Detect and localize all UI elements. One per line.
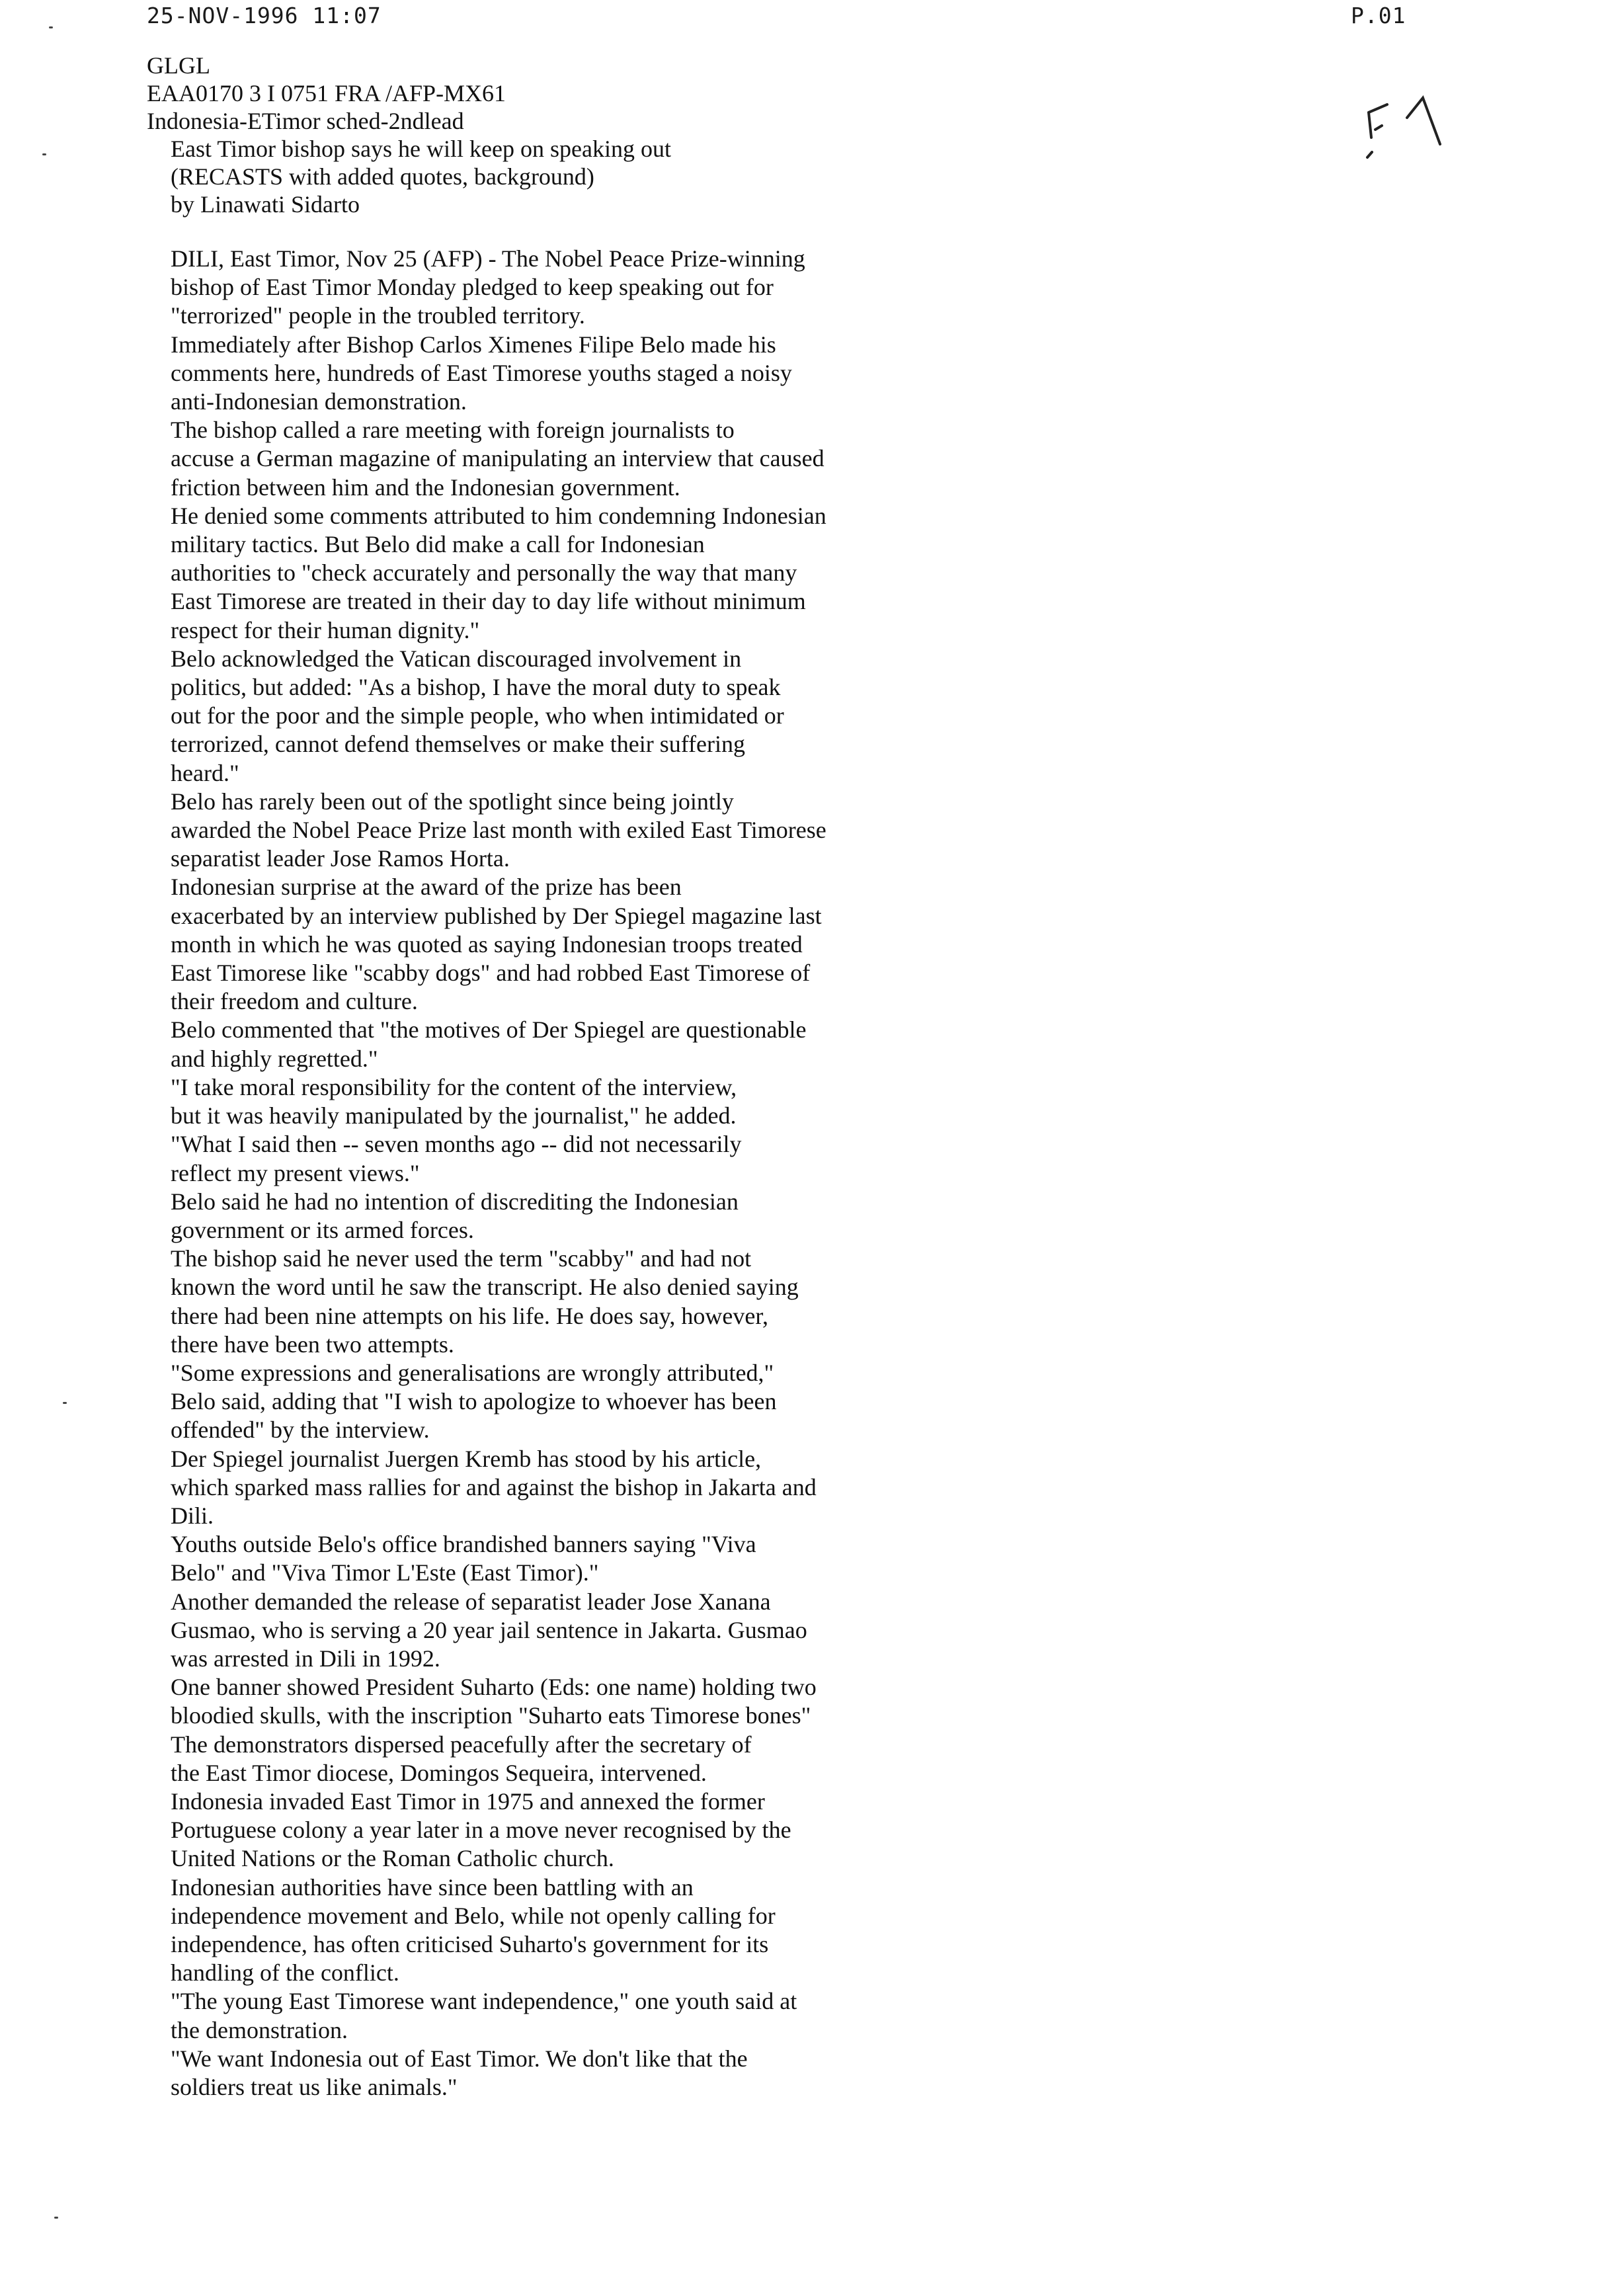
article-line: separatist leader Jose Ramos Horta. (171, 845, 510, 872)
article-line: East Timorese are treated in their day to day life without minimum (171, 588, 806, 615)
article-line: The bishop said he never used the term "scabby" and had not (171, 1245, 752, 1272)
article-line: and highly regretted." (171, 1045, 378, 1072)
article-line: Indonesian surprise at the award of the prize has been (171, 874, 682, 901)
article-line: comments here, hundreds of East Timorese youths staged a noisy (171, 359, 792, 386)
article-line: He denied some comments attributed to him condemning Indonesian (171, 502, 826, 529)
article-paragraph (147, 1731, 993, 1787)
article-line: bishop of East Timor Monday pledged to keep speaking out for (171, 274, 774, 301)
scan-speck (63, 1402, 67, 1404)
article-line: "What I said then -- seven months ago -- did not necessarily (171, 1131, 742, 1158)
article-line: "We want Indonesia out of East Timor. We don't like that the (171, 2045, 748, 2072)
article-line: out for the poor and the simple people, who when intimidated or (171, 702, 784, 729)
article-paragraph (147, 502, 993, 645)
article-paragraph (147, 1016, 993, 1073)
article-line: United Nations or the Roman Catholic church. (171, 1845, 614, 1872)
article-paragraph (147, 1787, 993, 1873)
article-line: independence movement and Belo, while not openly calling for (171, 1902, 776, 1929)
article-line: the East Timor diocese, Domingos Sequeira, intervened. (171, 1759, 707, 1786)
article-paragraph (147, 1359, 993, 1445)
article-paragraph (147, 873, 993, 1016)
article-line: bloodied skulls, with the inscription "Suharto eats Timorese bones" (171, 1702, 811, 1729)
article-line: "terrorized" people in the troubled territory. (171, 302, 585, 329)
article-line: heard." (171, 759, 239, 786)
article-paragraph (147, 416, 993, 502)
article-line: Portuguese colony a year later in a move never recognised by the (171, 1817, 791, 1844)
wire-slug: Indonesia-ETimor sched-2ndlead (147, 108, 464, 134)
article-line: their freedom and culture. (171, 988, 418, 1015)
article-line: there had been nine attempts on his life. He does say, however, (171, 1302, 768, 1329)
article-line: terrorized, cannot defend themselves or make their suffering (171, 731, 745, 758)
article-paragraph (147, 1987, 993, 2044)
article-paragraph (147, 1130, 993, 1187)
article-line: exacerbated by an interview published by Der Spiegel magazine last (171, 902, 822, 929)
article-line: soldiers treat us like animals." (171, 2074, 458, 2100)
article-line: but it was heavily manipulated by the journalist," he added. (171, 1102, 737, 1129)
article-line: Belo" and "Viva Timor L'Este (East Timor)." (171, 1559, 599, 1586)
article-line: Belo commented that "the motives of Der Spiegel are questionable (171, 1016, 807, 1044)
article-line: there have been two attempts. (171, 1331, 454, 1358)
article-paragraph (147, 2045, 993, 2102)
article-paragraph (147, 788, 993, 874)
article-paragraph (147, 1188, 993, 1245)
article-line: "The young East Timorese want independence," one youth said at (171, 1988, 797, 2015)
article-line: reflect my present views." (171, 1159, 420, 1186)
article-line: awarded the Nobel Peace Prize last month with exiled East Timorese (171, 817, 826, 844)
recast-note: (RECASTS with added quotes, background) (171, 163, 594, 190)
article-line: Immediately after Bishop Carlos Ximenes Filipe Belo made his (171, 331, 776, 358)
article-line: Belo acknowledged the Vatican discouraged involvement in (171, 645, 742, 672)
article-paragraph (147, 331, 993, 417)
headline: East Timor bishop says he will keep on speaking out (171, 136, 671, 162)
article-paragraph (147, 1073, 993, 1130)
article-paragraph (147, 1530, 993, 1587)
article-paragraph (147, 245, 993, 331)
article-line: respect for their human dignity." (171, 616, 480, 643)
article-line: friction between him and the Indonesian government. (171, 473, 680, 501)
article-paragraph (147, 1873, 993, 1988)
wire-code: GLGL (147, 52, 210, 79)
article-line: Der Spiegel journalist Juergen Kremb has stood by his article, (171, 1445, 762, 1472)
article-line: anti-Indonesian demonstration. (171, 388, 467, 415)
article-line: The demonstrators dispersed peacefully after the secretary of (171, 1731, 752, 1758)
article-line: accuse a German magazine of manipulating an interview that caused (171, 445, 824, 472)
scan-speck (49, 26, 53, 28)
article-line: Belo said, adding that "I wish to apologize to whoever has been (171, 1388, 777, 1415)
byline: by Linawati Sidarto (171, 191, 360, 218)
article-line: independence, has often criticised Suharto's government for its (171, 1930, 769, 1957)
article-line: known the word until he saw the transcript. He also denied saying (171, 1274, 799, 1301)
article-line: month in which he was quoted as saying Indonesian troops treated (171, 930, 803, 958)
article-paragraph (147, 1445, 993, 1531)
article-line: "I take moral responsibility for the content of the interview, (171, 1073, 737, 1100)
article-line: DILI, East Timor, Nov 25 (AFP) - The Nobel Peace Prize-winning (171, 245, 805, 272)
article-line: which sparked mass rallies for and against the bishop in Jakarta and (171, 1473, 817, 1500)
fax-timestamp: 25-NOV-1996 11:07 (147, 3, 382, 28)
handwritten-mark (1355, 86, 1455, 172)
article-paragraph (147, 645, 993, 788)
article-line: handling of the conflict. (171, 1959, 399, 1987)
article-line: offended" by the interview. (171, 1416, 430, 1444)
article-line: Another demanded the release of separatist leader Jose Xanana (171, 1588, 771, 1615)
article-line: "Some expressions and generalisations are wrongly attributed," (171, 1359, 774, 1386)
article-line: military tactics. But Belo did make a call for Indonesian (171, 531, 705, 558)
article-line: politics, but added: "As a bishop, I have the moral duty to speak (171, 674, 781, 701)
article-line: was arrested in Dili in 1992. (171, 1645, 440, 1672)
wire-slug-code: EAA0170 3 I 0751 FRA /AFP-MX61 (147, 80, 506, 106)
article-line: the demonstration. (171, 2016, 348, 2043)
article-paragraph (147, 1588, 993, 1674)
article-line: One banner showed President Suharto (Eds: one name) holding two (171, 1674, 817, 1701)
fax-page-number: P.01 (1351, 3, 1406, 28)
article-line: Belo has rarely been out of the spotlight since being jointly (171, 788, 734, 815)
article-line: Indonesian authorities have since been battling with an (171, 1873, 694, 1901)
article-line: Gusmao, who is serving a 20 year jail sentence in Jakarta. Gusmao (171, 1616, 807, 1643)
article-body (147, 245, 993, 2102)
wire-header (147, 52, 671, 218)
article-line: authorities to "check accurately and personally the way that many (171, 559, 797, 587)
article-line: Belo said he had no intention of discrediting the Indonesian (171, 1188, 739, 1215)
scan-speck (42, 153, 46, 155)
article-line: Dili. (171, 1502, 214, 1529)
article-line: The bishop called a rare meeting with foreign journalists to (171, 417, 735, 444)
article-paragraph (147, 1245, 993, 1359)
scan-speck (54, 2217, 58, 2219)
article-paragraph (147, 1673, 993, 1730)
article-line: Youths outside Belo's office brandished banners saying "Viva (171, 1531, 756, 1558)
article-line: East Timorese like "scabby dogs" and had robbed East Timorese of (171, 960, 811, 987)
article-line: government or its armed forces. (171, 1216, 474, 1243)
article-line: Indonesia invaded East Timor in 1975 and annexed the former (171, 1787, 765, 1815)
